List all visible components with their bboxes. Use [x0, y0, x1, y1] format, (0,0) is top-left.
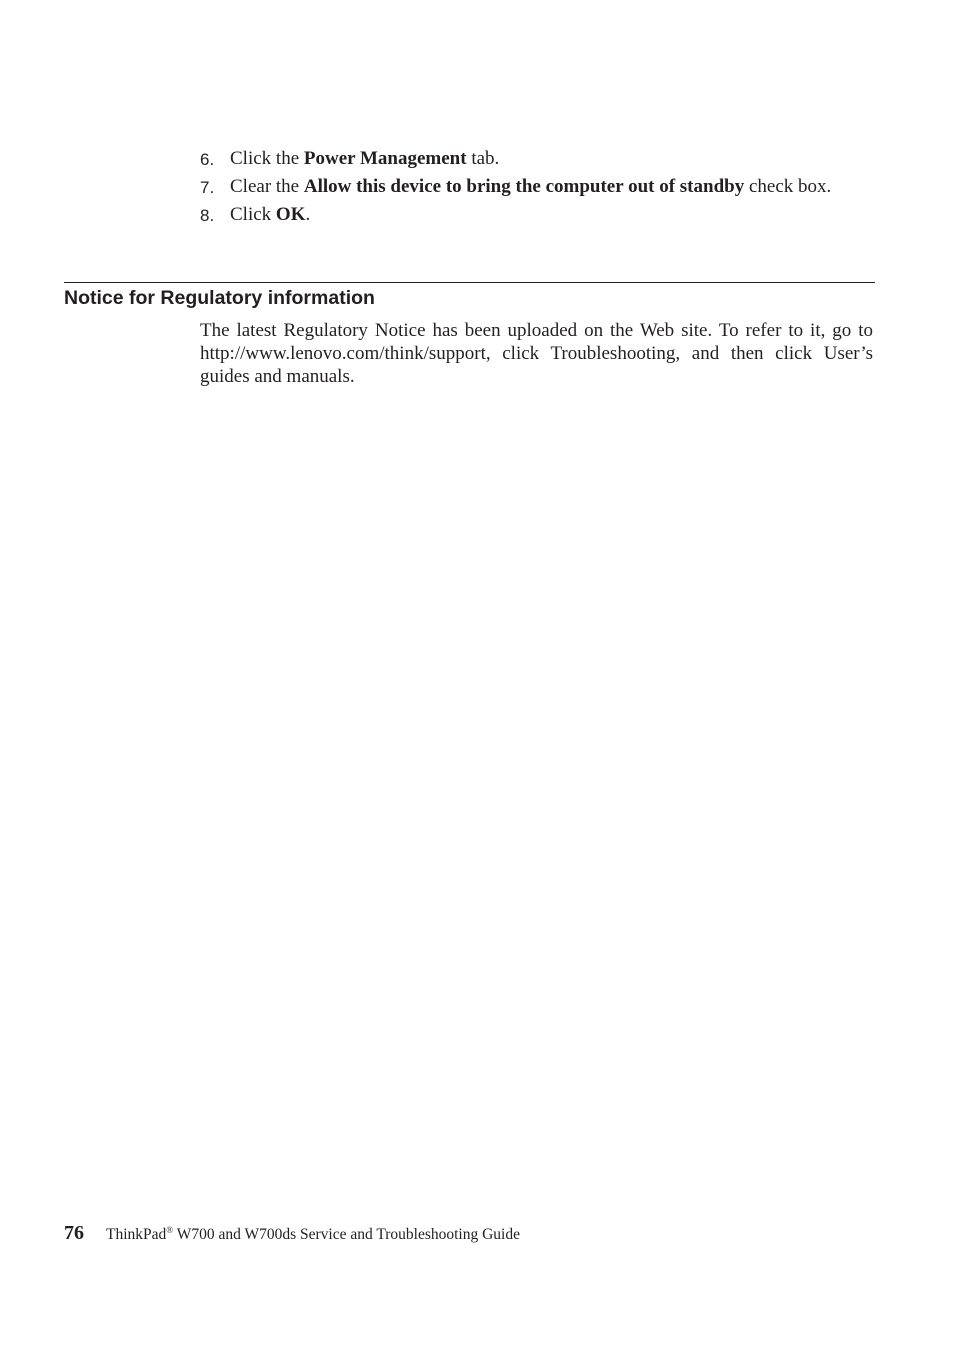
document-title-rest: W700 and W700ds Service and Troubleshooting Guide	[173, 1226, 520, 1243]
page-footer	[64, 1222, 520, 1245]
step-item	[200, 147, 860, 170]
step-item	[200, 203, 860, 226]
step-text: Click the	[230, 148, 304, 169]
brand-name: ThinkPad	[106, 1226, 167, 1243]
step-item	[200, 175, 860, 198]
step-text-end: check box.	[744, 176, 832, 197]
procedure-steps	[200, 147, 860, 231]
document-title	[106, 1226, 520, 1243]
registered-mark: ®	[166, 1225, 174, 1235]
step-emphasis: OK	[275, 204, 306, 225]
step-emphasis: Allow this device to bring the computer out of standby	[303, 176, 745, 197]
section-paragraph: The latest Regulatory Notice has been uploaded on the Web site. To refer to it, go to http://www.lenovo.com/think/support, click Troubleshooting, and then click User’s guides and manuals.	[200, 320, 873, 387]
step-text: Clear the	[230, 176, 304, 197]
section-heading: Notice for Regulatory information	[64, 287, 375, 309]
step-text: Click	[230, 204, 276, 225]
step-emphasis: Power Management	[303, 148, 467, 169]
section-divider	[64, 282, 875, 283]
page-number: 76	[64, 1222, 84, 1244]
step-number: 7.	[200, 178, 215, 197]
step-number: 8.	[200, 206, 215, 225]
step-text-end: .	[305, 204, 311, 225]
step-number: 6.	[200, 150, 215, 169]
step-text-end: tab.	[466, 148, 500, 169]
